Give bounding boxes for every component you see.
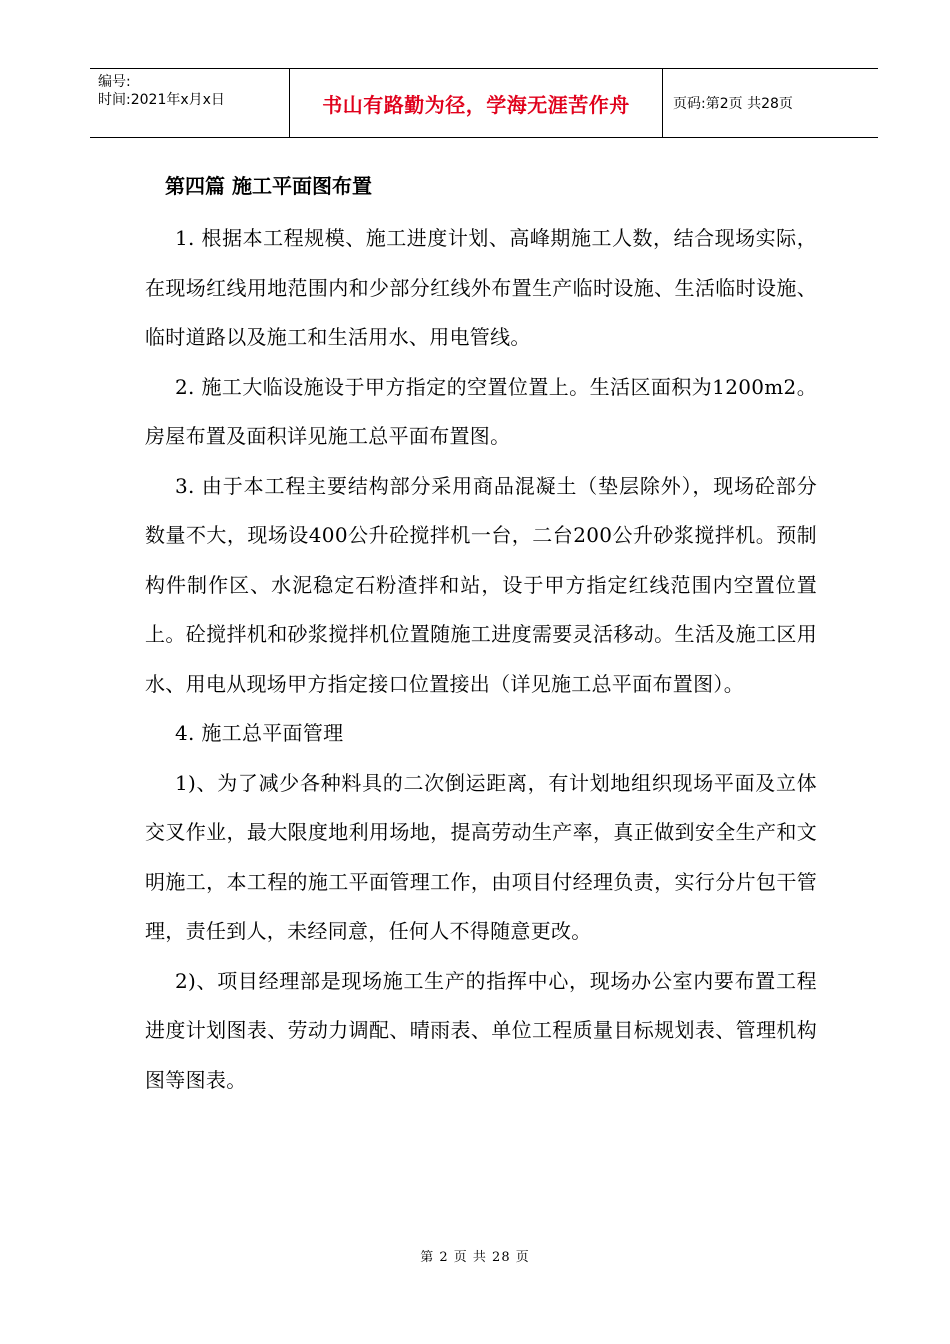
paragraph-3: 3. 由于本工程主要结构部分采用商品混凝土（垫层除外），现场砼部分数量不大，现场设400公升砼搅拌机一台，二台200公升砂浆搅拌机。预制构件制作区、水泥稳定石粉渣拌和站，设于甲方指定红线范围内空置位置上。砼搅拌机和砂浆搅拌机位置随施工进度需要灵活移动。生活及施工区用水、用电从现场甲方指定接口位置接出（详见施工总平面布置图）。 — [145, 473, 817, 696]
header-motto-cell — [290, 69, 663, 137]
paragraph-4-heading: 4. 施工总平面管理 — [175, 721, 344, 745]
header-code-label: 编号: — [98, 74, 131, 90]
header-page-cell — [663, 69, 878, 137]
page-footer: 第 2 页 共 28 页 — [420, 1250, 530, 1265]
document-body — [145, 166, 817, 1105]
header-time-label: 时间:2021年x月x日 — [98, 92, 225, 108]
paragraph-4-2: 2)、项目经理部是现场施工生产的指挥中心，现场办公室内要布置工程进度计划图表、劳动力调配、晴雨表、单位工程质量目标规划表、管理机构图等图表。 — [145, 968, 817, 1092]
page-header — [90, 68, 878, 138]
paragraph-2: 2. 施工大临设施设于甲方指定的空置位置上。生活区面积为1200m2。房屋布置及面积详见施工总平面布置图。 — [145, 374, 817, 448]
paragraph-1: 1. 根据本工程规模、施工进度计划、高峰期施工人数，结合现场实际，在现场红线用地范围内和少部分红线外布置生产临时设施、生活临时设施、临时道路以及施工和生活用水、用电管线。 — [145, 226, 817, 349]
paragraph-4-1: 1)、为了减少各种料具的二次倒运距离，有计划地组织现场平面及立体交叉作业，最大限度地利用场地，提高劳动生产率，真正做到安全生产和文明施工，本工程的施工平面管理工作，由项目付经理负责，实行分片包干管理，责任到人，未经同意，任何人不得随意更改。 — [145, 770, 817, 943]
header-page-info: 页码:第2页 共28页 — [673, 96, 793, 112]
header-motto: 书山有路勤为径，学海无涯苦作舟 — [322, 92, 630, 117]
section-title: 第四篇 施工平面图布置 — [165, 174, 372, 198]
header-meta-cell — [90, 69, 290, 137]
